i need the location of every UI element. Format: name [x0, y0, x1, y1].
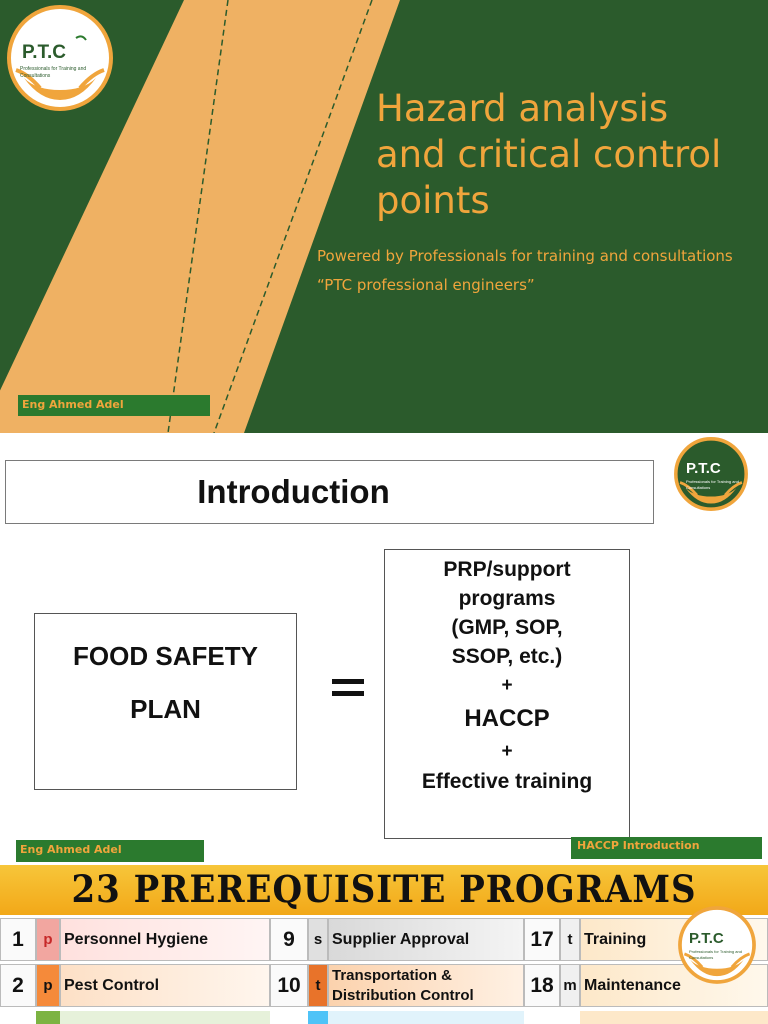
program-name: Maintenance [580, 964, 768, 1007]
section-tag: HACCP Introduction [571, 837, 762, 859]
plus-sign-1: + [501, 675, 513, 696]
prerequisite-programs-banner [0, 865, 768, 915]
program-letter: p [36, 964, 60, 1007]
program-number: 17 [524, 918, 560, 961]
table-row [0, 964, 768, 1007]
program-number: 9 [270, 918, 308, 961]
title-line-2: and critical control [376, 133, 722, 176]
haccp-label: HACCP [464, 705, 550, 732]
title-slide [0, 0, 768, 433]
prerequisite-programs-slide [0, 865, 768, 1024]
title-line-1: Hazard analysis [376, 87, 669, 130]
program-name: Transportation & Distribution Control [328, 964, 524, 1007]
program-letter: s [308, 918, 328, 961]
equals-sign-icon [326, 669, 370, 705]
food-safety-plan-line-2: PLAN [130, 694, 201, 724]
introduction-title: Introduction [197, 473, 390, 510]
prp-line-2: programs [458, 587, 556, 610]
slide-subtitle-2: “PTC professional engineers” [317, 276, 535, 294]
program-number: 18 [524, 964, 560, 1007]
prp-line-4: SSOP, etc.) [451, 645, 563, 668]
author-tag: Eng Ahmed Adel [16, 840, 204, 862]
program-name: Pest Control [60, 964, 270, 1007]
program-letter: t [560, 918, 580, 961]
program-name: Training [580, 918, 768, 961]
logo-tagline-1: Professionals for Training and [686, 479, 739, 484]
logo-mark: P.T.C [22, 42, 67, 63]
logo-tagline-2: Consultations [686, 485, 711, 490]
program-letter: t [308, 964, 328, 1007]
logo-mark: P.T.C [689, 930, 724, 947]
prp-components-box [384, 549, 630, 839]
prp-line-3: (GMP, SOP, [451, 616, 563, 639]
introduction-slide [0, 433, 768, 865]
ptc-logo [6, 4, 114, 112]
program-number: 10 [270, 964, 308, 1007]
effective-training-label: Effective training [421, 770, 593, 793]
program-number: 2 [0, 964, 36, 1007]
logo-mark: P.T.C [686, 460, 721, 477]
plus-sign-2: + [501, 741, 513, 762]
ptc-logo [673, 436, 749, 512]
program-letter: p [36, 918, 60, 961]
ptc-logo [677, 905, 757, 985]
table-row-partial [0, 1011, 768, 1024]
prp-line-1: PRP/support [443, 558, 571, 581]
program-name: Personnel Hygiene [60, 918, 270, 961]
logo-tagline-2: Consultations [20, 73, 51, 79]
program-name: Supplier Approval [328, 918, 524, 961]
slide-subtitle: Powered by Professionals for training and consultations [317, 247, 733, 265]
table-row [0, 918, 768, 961]
title-line-3: points [376, 179, 490, 222]
food-safety-plan-line-1: FOOD SAFETY [73, 641, 258, 671]
banner-title: 23 PREREQUISITE PROGRAMS [71, 868, 697, 912]
program-number: 1 [0, 918, 36, 961]
introduction-title-box [5, 460, 654, 524]
program-letter: m [560, 964, 580, 1007]
food-safety-plan-box [34, 613, 297, 790]
logo-tagline-1: Professionals for Training and [20, 66, 87, 72]
author-tag: Eng Ahmed Adel [18, 395, 210, 416]
logo-tagline-2: Consultations [689, 955, 714, 960]
logo-tagline-1: Professionals for Training and [689, 949, 742, 954]
slide-title [376, 86, 768, 224]
